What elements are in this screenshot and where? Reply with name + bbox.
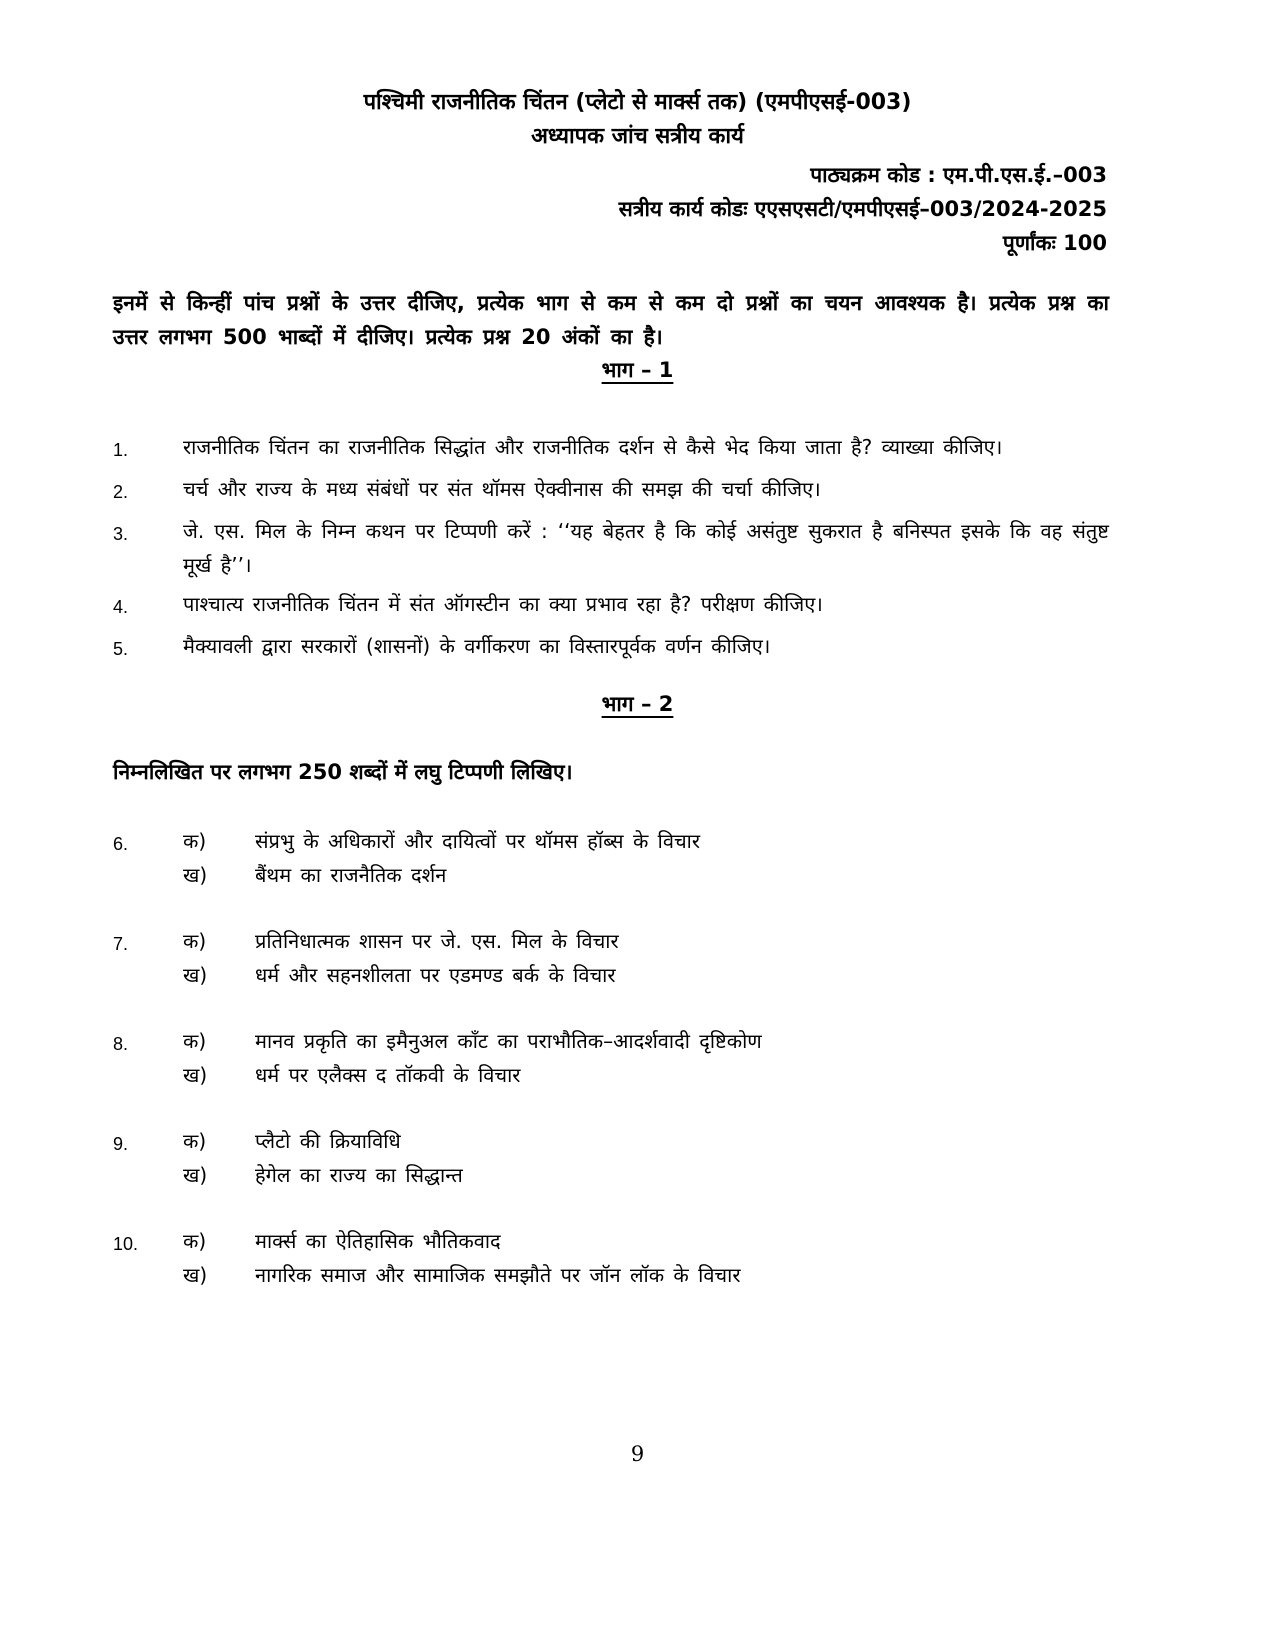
option-a-label: क) <box>183 1129 207 1153</box>
option-b-label: ख) <box>183 1163 208 1187</box>
option-a-label: क) <box>183 1029 207 1053</box>
option-b-label: ख) <box>183 963 208 987</box>
option-a-text: मानव प्रकृति का इमैनुअल कॉंट का पराभौतिक–आदर्शवादी दृष्टिकोण <box>255 1029 762 1053</box>
question-number: 5. <box>113 639 129 659</box>
part2-instruction: निम्नलिखित पर लगभग 250 शब्दों में लघु टिप्पणी लिखिए। <box>113 760 573 784</box>
question-number: 7. <box>113 934 129 954</box>
option-b-label: ख) <box>183 1263 208 1287</box>
document-subtitle: अध्यापक जांच सत्रीय कार्य <box>531 124 744 149</box>
question-item <box>113 629 1109 666</box>
course-meta <box>619 158 1107 260</box>
question-text: मैक्यावली द्वारा सरकारों (शासनों) के वर्गीकरण का विस्तारपूर्वक वर्णन कीजिए। <box>183 634 771 658</box>
part1-heading-text: भाग – 1 <box>601 358 674 382</box>
option-b-text: धर्म पर एलैक्स द तॉकवी के विचार <box>255 1063 521 1087</box>
question-text: राजनीतिक चिंतन का राजनीतिक सिद्धांत और राजनीतिक दर्शन से कैसे भेद किया जाता है? व्याख्या कीजिए। <box>183 435 1003 459</box>
question-number: 2. <box>113 482 129 502</box>
question-item <box>113 430 1109 467</box>
option-b-label: ख) <box>183 1063 208 1087</box>
question-item <box>113 587 1109 624</box>
note-question <box>113 824 1109 892</box>
option-a-label: क) <box>183 829 207 853</box>
assignment-code: सत्रीय कार्य कोडः एएसएसटी/एमपीएसई–003/2024-2025 <box>618 197 1107 221</box>
question-number: 3. <box>113 524 129 544</box>
part2-heading-text: भाग – 2 <box>601 692 674 716</box>
option-a-text: प्लैटो की क्रियाविधि <box>255 1129 401 1153</box>
general-instructions: इनमें से किन्हीं पांच प्रश्नों के उत्तर दीजिए, प्रत्येक भाग से कम से कम दो प्रश्नों का चयन आवश्यक है। प्रत्येक प्रश्न का उत्तर लगभग 500 भाब्दों में दीजिए। प्रत्येक प्रश्न 20 अंकों का है। <box>113 291 1109 349</box>
option-b-text: धर्म और सहनशीलता पर एडमण्ड बर्क के विचार <box>255 963 616 987</box>
option-a-text: मार्क्स का ऐतिहासिक भौतिकवाद <box>255 1229 501 1253</box>
question-text: चर्च और राज्य के मध्य संबंधों पर संत थॉमस ऐक्वीनास की समझ की चर्चा कीजिए। <box>183 477 821 501</box>
part2-heading <box>0 690 1275 718</box>
part1-heading <box>0 356 1275 384</box>
question-text: जे. एस. मिल के निम्न कथन पर टिप्पणी करें : ‘‘यह बेहतर है कि कोई असंतुष्ट सुकरात है बनिस्पत इसके कि वह संतुष्ट मूर्ख है’’। <box>183 519 1109 577</box>
option-a-text: प्रतिनिधात्मक शासन पर जे. एस. मिल के विचार <box>255 929 619 953</box>
option-a-text: संप्रभु के अधिकारों और दायित्वों पर थॉमस हॉब्स के विचार <box>255 829 701 853</box>
part2-question-list <box>113 824 1109 1324</box>
page-number: 9 <box>630 1442 645 1466</box>
question-number: 10. <box>113 1234 139 1254</box>
option-b-text: हेगेल का राज्य का सिद्धान्त <box>255 1163 463 1187</box>
note-question <box>113 1224 1109 1292</box>
part1-question-list <box>113 430 1109 671</box>
question-item <box>113 472 1109 509</box>
note-question <box>113 1024 1109 1092</box>
option-a-label: क) <box>183 1229 207 1253</box>
option-b-label: ख) <box>183 863 208 887</box>
option-b-text: बैंथम का राजनैतिक दर्शन <box>255 863 447 887</box>
question-number: 9. <box>113 1134 129 1154</box>
option-a-label: क) <box>183 929 207 953</box>
note-question <box>113 1124 1109 1192</box>
document-title: पश्चिमी राजनीतिक चिंतन (प्लेटो से मार्क्स तक) (एमपीएसई-003) <box>363 90 912 115</box>
question-number: 6. <box>113 834 129 854</box>
question-number: 8. <box>113 1034 129 1054</box>
course-code: पाठ्यक्रम कोड : एम.पी.एस.ई.–003 <box>810 163 1107 187</box>
question-number: 1. <box>113 440 129 460</box>
option-b-text: नागरिक समाज और सामाजिक समझौते पर जॉन लॉक के विचार <box>255 1263 741 1287</box>
question-number: 4. <box>113 597 129 617</box>
header <box>0 86 1275 154</box>
question-item <box>113 514 1109 582</box>
note-question <box>113 924 1109 992</box>
question-text: पाश्चात्य राजनीतिक चिंतन में संत ऑगस्टीन का क्या प्रभाव रहा है? परीक्षण कीजिए। <box>183 592 823 616</box>
max-marks: पूर्णांकः 100 <box>1002 231 1107 255</box>
